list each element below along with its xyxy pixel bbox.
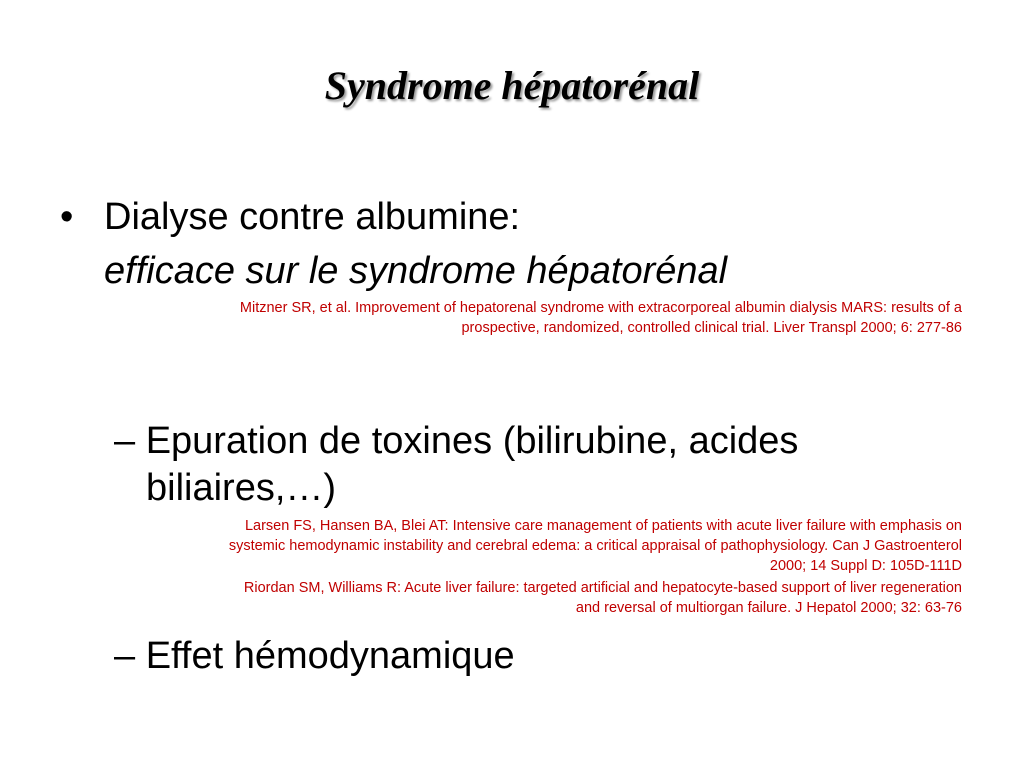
bullet-marker: • bbox=[60, 196, 74, 238]
reference-line: 2000; 14 Suppl D: 105D-111D bbox=[769, 558, 962, 574]
main-bullet-subtext: efficace sur le syndrome hépatorénal bbox=[104, 250, 728, 292]
reference-line: and reversal of multiorgan failure. J Hepatol 2000; 32: 63-76 bbox=[575, 600, 962, 616]
subitem-hemodynamic: – Effet hémodynamique bbox=[114, 635, 515, 677]
main-bullet-text: Dialyse contre albumine: bbox=[104, 196, 521, 238]
main-bullet bbox=[60, 190, 520, 244]
reference-larsen bbox=[82, 516, 962, 576]
reference-mitzner bbox=[102, 298, 962, 338]
reference-line: prospective, randomized, controlled clinical trial. Liver Transpl 2000; 6: 277-86 bbox=[461, 320, 962, 336]
subitem-toxins: – Epuration de toxines (bilirubine, acides bbox=[114, 420, 799, 462]
reference-riordan bbox=[102, 578, 962, 618]
reference-line: Mitzner SR, et al. Improvement of hepatorenal syndrome with extracorporeal albumin dialysis MARS: results of a bbox=[239, 300, 962, 316]
reference-line: Riordan SM, Williams R: Acute liver failure: targeted artificial and hepatocyte-based support of liver regeneration bbox=[243, 580, 962, 596]
reference-line: systemic hemodynamic instability and cerebral edema: a critical appraisal of pathophysiology. Can J Gastroenterol bbox=[228, 538, 962, 554]
slide-title: Syndrome hépatorénal bbox=[324, 63, 700, 108]
subitem-toxins-continued: biliaires,…) bbox=[146, 467, 337, 509]
reference-line: Larsen FS, Hansen BA, Blei AT: Intensive care management of patients with acute liver failure with emphasis on bbox=[244, 518, 962, 534]
